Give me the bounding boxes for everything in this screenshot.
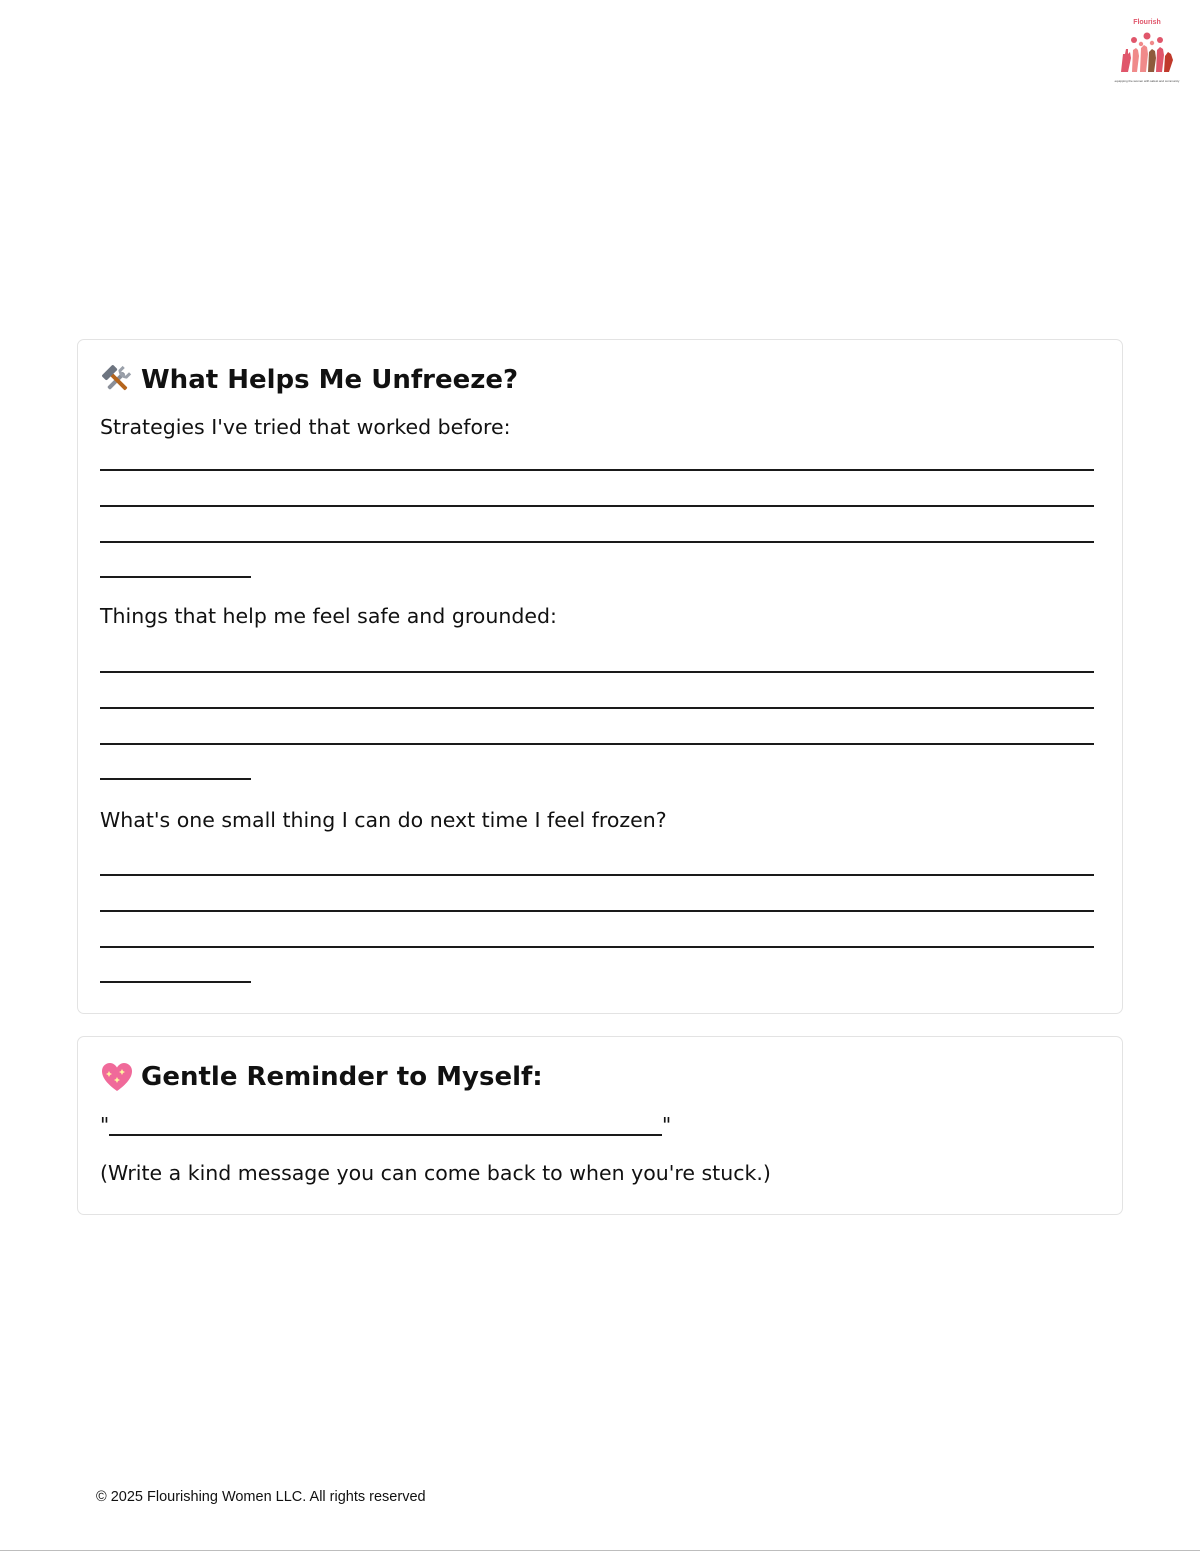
answer-line[interactable] xyxy=(100,743,1094,745)
open-quote-mark: " xyxy=(100,1113,110,1137)
answer-line[interactable] xyxy=(100,505,1094,507)
answer-line[interactable] xyxy=(100,469,1094,471)
page-bottom-divider xyxy=(0,1550,1200,1551)
sparkling-heart-icon xyxy=(100,1060,134,1094)
answer-line[interactable] xyxy=(100,576,251,578)
answer-line[interactable] xyxy=(100,946,1094,948)
answer-line[interactable] xyxy=(100,671,1094,673)
answer-line[interactable] xyxy=(100,707,1094,709)
prompt-small-thing: What's one small thing I can do next time I feel frozen? xyxy=(100,808,667,832)
reminder-quote-field[interactable] xyxy=(100,1113,700,1139)
reminder-answer-line[interactable] xyxy=(109,1134,662,1136)
answer-line[interactable] xyxy=(100,981,251,983)
logo-tagline: equipping the women with safest and community xyxy=(1114,79,1180,83)
reminder-card xyxy=(77,1036,1123,1215)
reminder-heading xyxy=(100,1060,543,1094)
answer-line[interactable] xyxy=(100,778,251,780)
unfreeze-title: What Helps Me Unfreeze? xyxy=(141,365,519,395)
reminder-instruction: (Write a kind message you can come back to when you're stuck.) xyxy=(100,1161,771,1185)
brand-logo xyxy=(1112,14,1182,88)
answer-line[interactable] xyxy=(100,910,1094,912)
reminder-title: Gentle Reminder to Myself: xyxy=(141,1062,543,1092)
close-quote-mark: " xyxy=(662,1113,672,1137)
logo-brand-text: Flourish xyxy=(1133,19,1161,26)
unfreeze-card xyxy=(77,339,1123,1014)
hammer-and-wrench-icon xyxy=(100,363,134,397)
answer-line[interactable] xyxy=(100,541,1094,543)
prompt-strategies: Strategies I've tried that worked before: xyxy=(100,415,511,439)
copyright-footer: © 2025 Flourishing Women LLC. All rights reserved xyxy=(96,1489,426,1505)
answer-line[interactable] xyxy=(100,874,1094,876)
prompt-safe-grounded: Things that help me feel safe and grounded: xyxy=(100,604,557,628)
unfreeze-heading xyxy=(100,363,518,397)
